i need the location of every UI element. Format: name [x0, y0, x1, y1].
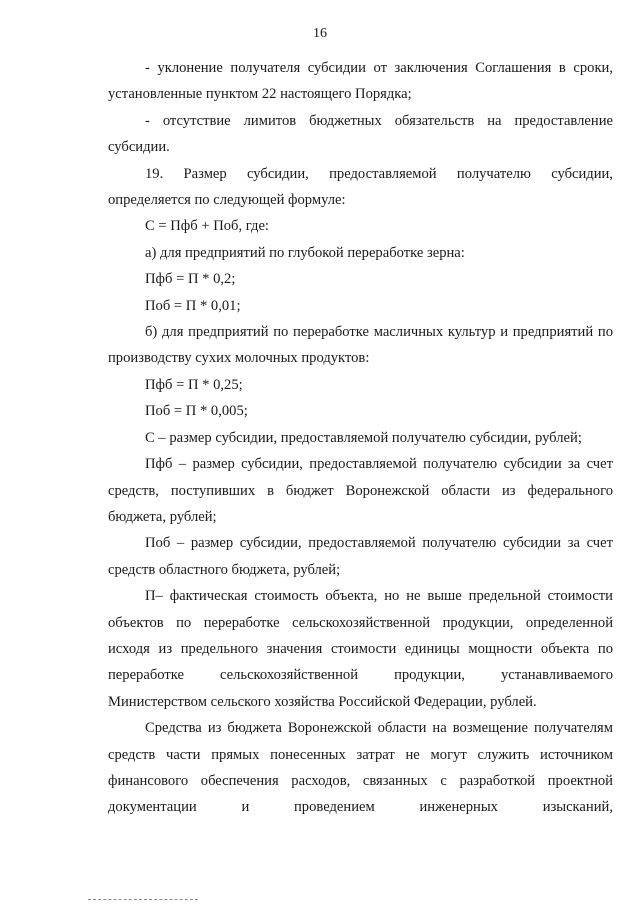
formula-a-regional: Поб = П * 0,01;	[145, 297, 241, 314]
definition-p: П– фактическая стоимость объекта, но не выше предельной стоимости объектов по переработке сельскохозяйственной продукции, определенной исходя из предельного значения стоимости единицы мощности объекта по переработке сельскохозяйственной продукции, устанавливаемого Министерством сельского хозяйства Российской Федерации, рублей.	[108, 588, 613, 710]
formula-total: С = Пфб + Поб, где:	[145, 218, 269, 235]
paragraph-subsidy-size: 19. Размер субсидии, предоставляемой получателю субсидии, определяется по следующей формуле:	[108, 165, 613, 209]
paragraph-evasion: - уклонение получателя субсидии от заключения Соглашения в сроки, установленные пунктом 22 настоящего Порядка;	[108, 60, 613, 103]
page-number: 16	[313, 26, 327, 41]
page-edge-rule	[88, 899, 198, 901]
formula-b-federal: Пфб = П * 0,25;	[145, 376, 243, 393]
document-body	[108, 55, 613, 821]
definition-c: С – размер субсидии, предоставляемой получателю субсидии, рублей;	[145, 429, 582, 446]
definition-pob: Поб – размер субсидии, предоставляемой получателю субсидии за счет средств областного бюджета, рублей;	[108, 535, 613, 578]
paragraph-funds-restriction: Средства из бюджета Воронежской области на возмещение получателям средств части прямых понесенных затрат не могут служить источником финансового обеспечения расходов, связанных с разработкой проектной документации и проведением инженерных изысканий,	[108, 720, 613, 816]
paragraph-no-limits: - отсутствие лимитов бюджетных обязательств на предоставление субсидии.	[108, 112, 613, 156]
formula-a-federal: Пфб = П * 0,2;	[145, 271, 236, 288]
case-a-heading: а) для предприятий по глубокой переработке зерна:	[145, 244, 465, 261]
formula-b-regional: Поб = П * 0,005;	[145, 403, 248, 420]
case-b-heading: б) для предприятий по переработке масличных культур и предприятий по производству сухих молочных продуктов:	[108, 324, 613, 367]
definition-pfb: Пфб – размер субсидии, предоставляемой получателю субсидии за счет средств, поступивших в бюджет Воронежской области из федерального бюджета, рублей;	[108, 456, 613, 525]
